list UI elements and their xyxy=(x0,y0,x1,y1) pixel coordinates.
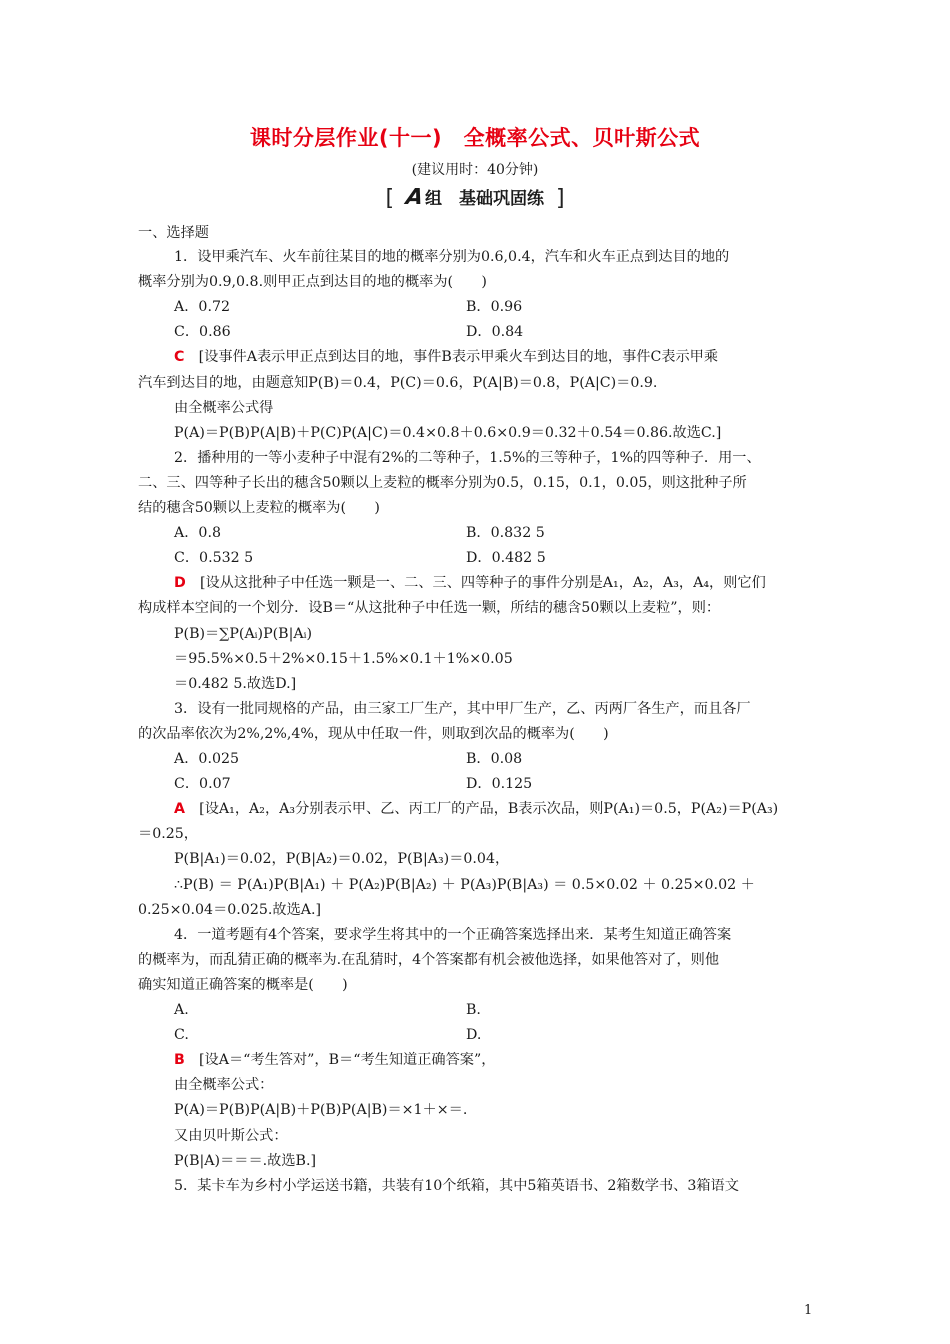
line-text: 2．播种用的一等小麦种子中混有2%的二等种子，1.5%的三等种子，1%的四等种子．用一、 xyxy=(174,450,761,466)
text-line xyxy=(174,1076,273,1094)
line-text: P(A)＝P(B)P(A|B)＋P(C)P(A|C)＝0.4×0.8＋0.6×0.9＝0.32＋0.54＝0.86.故选C.] xyxy=(174,425,722,441)
text-line xyxy=(174,1001,189,1019)
text-line xyxy=(174,399,273,417)
line-text: 由全概率公式得 xyxy=(174,400,274,416)
option-right: D．0.125 xyxy=(466,776,533,792)
text-line xyxy=(174,1177,739,1195)
text-line xyxy=(174,650,513,668)
text-line xyxy=(174,625,312,643)
line-text: P(B)＝∑P(Aᵢ)P(B|Aᵢ) xyxy=(174,626,312,642)
page-title: 课时分层作业(十一) 全概率公式、贝叶斯公式 xyxy=(249,126,701,150)
option-right: B. xyxy=(466,1002,481,1018)
option-right: B．0.08 xyxy=(466,751,523,767)
text-line xyxy=(138,599,720,617)
line-text: [设A₁，A₂，A₃分别表示甲、乙、丙工厂的产品，B表示次品，则P(A₁)＝0.5，P(A₂)＝P(A₃) xyxy=(184,801,779,817)
option-right: B．0.96 xyxy=(466,299,523,315)
text-line xyxy=(138,273,487,291)
line-text: 又由贝叶斯公式： xyxy=(174,1128,288,1144)
group-heading: [ A组 基础巩固练 ] xyxy=(385,185,565,211)
line-text: 结的穗含50颗以上麦粒的概率为( ) xyxy=(138,500,380,516)
text-line xyxy=(174,850,509,868)
text-line xyxy=(174,549,253,567)
line-text: 5．某卡车为乡村小学运送书籍，共装有10个纸箱，其中5箱英语书、2箱数学书、3箱语文 xyxy=(174,1178,739,1194)
text-line xyxy=(174,800,778,818)
line-text: 二、三、四等种子长出的穗含50颗以上麦粒的概率分别为0.5，0.15，0.1，0.05，则这批种子所 xyxy=(138,475,747,491)
page-number: 1 xyxy=(804,1303,813,1318)
line-text: 构成样本空间的一个划分．设B＝“从这批种子中任选一颗，所结的穗含50颗以上麦粒”，则： xyxy=(138,600,721,616)
line-text: P(B|A₁)＝0.02，P(B|A₂)＝0.02，P(B|A₃)＝0.04， xyxy=(174,851,510,867)
text-line xyxy=(174,1026,189,1044)
line-text: 的次品率依次为2%,2%,4%，现从中任取一件，则取到次品的概率为( ) xyxy=(138,726,609,742)
line-text: P(A)＝P(B)P(A|B)＋P(B)P(A|B)＝×1＋×＝. xyxy=(174,1102,468,1118)
line-text: 汽车到达目的地，由题意知P(B)＝0.4，P(C)＝0.6，P(A|B)＝0.8，P(A|C)＝0.9. xyxy=(138,375,658,391)
text-line xyxy=(138,474,747,492)
line-text: 的概率为，而乱猜正确的概率为.在乱猜时，4个答案都有机会被他选择，如果他答对了，则他 xyxy=(138,952,720,968)
line-text: ＝95.5%×0.5＋2%×0.15＋1.5%×0.1＋1%×0.05 xyxy=(174,651,513,667)
line-text: A．0.72 xyxy=(174,299,231,315)
text-line xyxy=(174,775,231,793)
text-line xyxy=(174,876,755,894)
text-line xyxy=(174,750,239,768)
line-text: 由全概率公式： xyxy=(174,1077,274,1093)
line-text: 0.25×0.04＝0.025.故选A.] xyxy=(138,902,322,918)
text-line xyxy=(174,1127,288,1145)
text-line xyxy=(174,675,296,693)
line-text: 3．设有一批同规格的产品，由三家工厂生产，其中甲厂生产，乙、丙两厂各生产，而且各厂 xyxy=(174,701,751,717)
line-text: 4．一道考题有4个答案，要求学生将其中的一个正确答案选择出来．某考生知道正确答案 xyxy=(174,927,732,943)
text-line xyxy=(174,1152,316,1170)
line-text: [设从这批种子中任选一颗是一、二、三、四等种子的事件分别是A₁，A₂，A₃，A₄，则它们 xyxy=(185,575,766,591)
answer-letter: D xyxy=(174,575,186,591)
text-line xyxy=(138,901,321,919)
text-line xyxy=(174,700,751,718)
text-line xyxy=(138,499,380,517)
option-right: D．0.84 xyxy=(466,324,524,340)
line-text: C．0.532 5 xyxy=(174,550,254,566)
section-heading: 一、选择题 xyxy=(138,225,209,241)
line-text: P(B|A)＝＝＝.故选B.] xyxy=(174,1153,316,1169)
line-text: [设事件A表示甲正点到达目的地，事件B表示甲乘火车到达目的地，事件C表示甲乘 xyxy=(184,349,719,365)
text-line xyxy=(174,298,230,316)
text-line xyxy=(174,926,731,944)
answer-letter: C xyxy=(174,349,185,365)
option-right: B．0.832 5 xyxy=(466,525,545,541)
line-text: ＝0.482 5.故选D.] xyxy=(174,676,297,692)
line-text: A. xyxy=(174,1002,189,1018)
line-text: 确实知道正确答案的概率是( ) xyxy=(138,977,348,993)
text-line xyxy=(138,951,719,969)
line-text: 概率分别为0.9,0.8.则甲正点到达目的地的概率为( ) xyxy=(138,274,487,290)
group-label: 组 基础巩固练 xyxy=(425,189,545,209)
line-text: 1．设甲乘汽车、火车前往某目的地的概率分别为0.6,0.4，汽车和火车正点到达目的地的 xyxy=(174,249,730,265)
group-letter: A xyxy=(404,185,425,210)
line-text: A．0.8 xyxy=(174,525,221,541)
text-line xyxy=(174,424,721,442)
line-text: C. xyxy=(174,1027,189,1043)
line-text: ∴P(B) ＝ P(A₁)P(B|A₁) ＋ P(A₂)P(B|A₂) ＋ P(A₃)P(B|A₃) ＝ 0.5×0.02 ＋ 0.25×0.02 ＋ xyxy=(174,877,755,893)
text-line xyxy=(174,574,766,592)
text-line xyxy=(138,825,198,843)
text-line xyxy=(174,524,221,542)
line-text: C．0.86 xyxy=(174,324,231,340)
answer-letter: B xyxy=(174,1052,185,1068)
text-line xyxy=(174,323,231,341)
option-right: D. xyxy=(466,1027,482,1043)
suggested-time: (建议用时：40分钟) xyxy=(411,162,539,178)
line-text: ＝0.25， xyxy=(138,826,198,842)
text-line xyxy=(174,1101,467,1119)
text-line xyxy=(174,449,761,467)
line-text: A．0.025 xyxy=(174,751,240,767)
text-line xyxy=(174,248,729,266)
text-line xyxy=(174,348,718,366)
text-line xyxy=(174,1051,495,1069)
answer-letter: A xyxy=(174,801,185,817)
text-line xyxy=(138,374,657,392)
line-text: C．0.07 xyxy=(174,776,231,792)
text-line xyxy=(138,976,348,994)
text-line xyxy=(138,725,609,743)
option-right: D．0.482 5 xyxy=(466,550,546,566)
line-text: [设A＝“考生答对”，B＝“考生知道正确答案”， xyxy=(184,1052,496,1068)
